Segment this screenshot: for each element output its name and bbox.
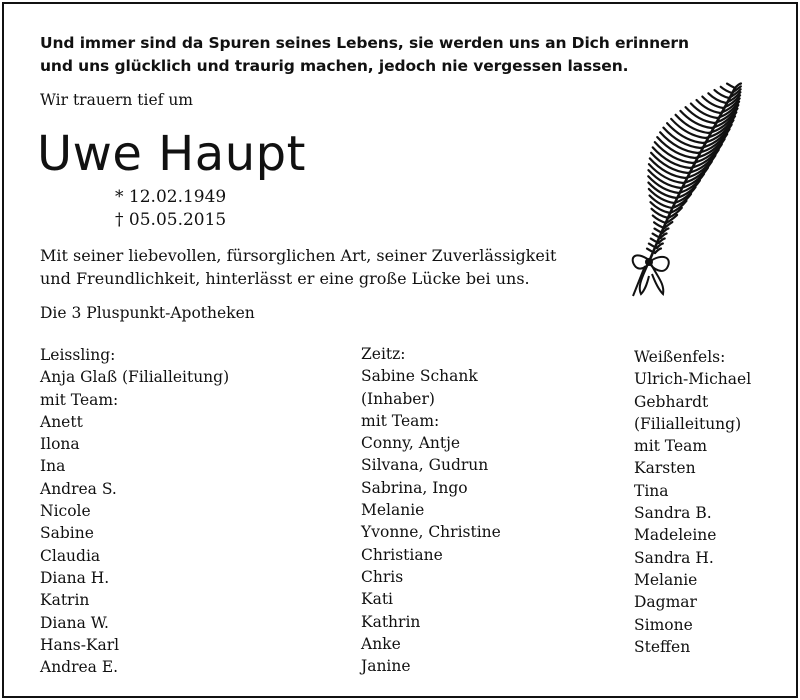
mourner-line: Kathrin — [361, 612, 421, 631]
death-date: † 05.05.2015 — [115, 210, 227, 230]
deceased-name: Uwe Haupt — [37, 126, 306, 182]
location-heading: Zeitz: — [361, 345, 406, 363]
mourner-line: Conny, Antje — [361, 434, 461, 453]
mourner-line: Nicole — [40, 502, 91, 521]
mourner-line: Dagmar — [634, 593, 697, 612]
mourner-line: Sabine Schank — [361, 367, 478, 386]
mourner-line: Simone — [634, 615, 693, 634]
life-dates — [115, 186, 226, 232]
mourner-line: Sabrina, Ingo — [361, 478, 468, 497]
mourner-line: Ina — [40, 457, 66, 476]
mourner-line: Anett — [40, 412, 83, 431]
mourner-line: Steffen — [634, 637, 691, 656]
mourner-line: Sandra H. — [634, 548, 714, 567]
mourner-line: mit Team: — [361, 411, 440, 430]
mourner-line: Ilona — [40, 435, 80, 454]
mourner-line: Silvana, Gudrun — [361, 456, 489, 475]
mourner-line: mit Team: — [40, 390, 119, 409]
mourner-line: Anke — [361, 634, 401, 653]
mourner-line: Gebhardt — [634, 392, 709, 411]
mourner-line: Diana H. — [40, 568, 110, 587]
mourner-line: Chris — [361, 567, 404, 586]
mourner-line: Melanie — [361, 501, 425, 520]
motto-line: und uns glücklich und traurig machen, jedoch nie vergessen lassen. — [40, 57, 629, 75]
mourner-line: mit Team — [634, 437, 708, 456]
mourner-line: Sandra B. — [634, 504, 712, 523]
motto — [40, 32, 689, 78]
location-heading: Weißenfels: — [634, 348, 726, 366]
mourners-column-weissenfels — [634, 346, 751, 658]
motto-line: Und immer sind da Spuren seines Lebens, sie werden uns an Dich erinnern — [40, 34, 689, 52]
mourner-line: Hans-Karl — [40, 635, 120, 654]
signature: Die 3 Pluspunkt-Apotheken — [40, 304, 255, 322]
tribute-line: und Freundlichkeit, hinterlässt er eine große Lücke bei uns. — [40, 269, 530, 288]
birth-date: * 12.02.1949 — [115, 187, 227, 207]
mourner-line: Sabine — [40, 524, 94, 543]
mourning-intro: Wir trauern tief um — [40, 91, 194, 109]
mourners-column-leissling — [40, 344, 229, 678]
mourner-line: Tina — [634, 481, 669, 500]
bow-icon — [633, 255, 669, 296]
mourner-line: Katrin — [40, 591, 90, 610]
mourner-line: Janine — [361, 657, 411, 676]
mourner-line: Diana W. — [40, 613, 109, 632]
mourner-line: (Filialleitung) — [634, 414, 742, 433]
mourner-line: Andrea E. — [40, 658, 119, 677]
mourner-line: Karsten — [634, 459, 696, 478]
feather-with-bow-icon — [617, 80, 767, 302]
mourner-line: Ulrich-Michael — [634, 370, 752, 389]
location-heading: Leissling: — [40, 346, 116, 364]
mourner-line: Kati — [361, 590, 394, 609]
mourner-line: Madeleine — [634, 526, 717, 545]
mourner-line: Andrea S. — [40, 479, 117, 498]
mourner-line: Yvonne, Christine — [361, 523, 501, 542]
mourners-column-zeitz — [361, 343, 501, 677]
mourner-line: Melanie — [634, 570, 698, 589]
mourner-line: (Inhaber) — [361, 389, 435, 408]
tribute-text — [40, 244, 556, 290]
tribute-line: Mit seiner liebevollen, fürsorglichen Art, seiner Zuverlässigkeit — [40, 246, 557, 265]
mourner-line: Anja Glaß (Filialleitung) — [40, 368, 230, 387]
mourner-line: Christiane — [361, 545, 443, 564]
mourner-line: Claudia — [40, 546, 101, 565]
